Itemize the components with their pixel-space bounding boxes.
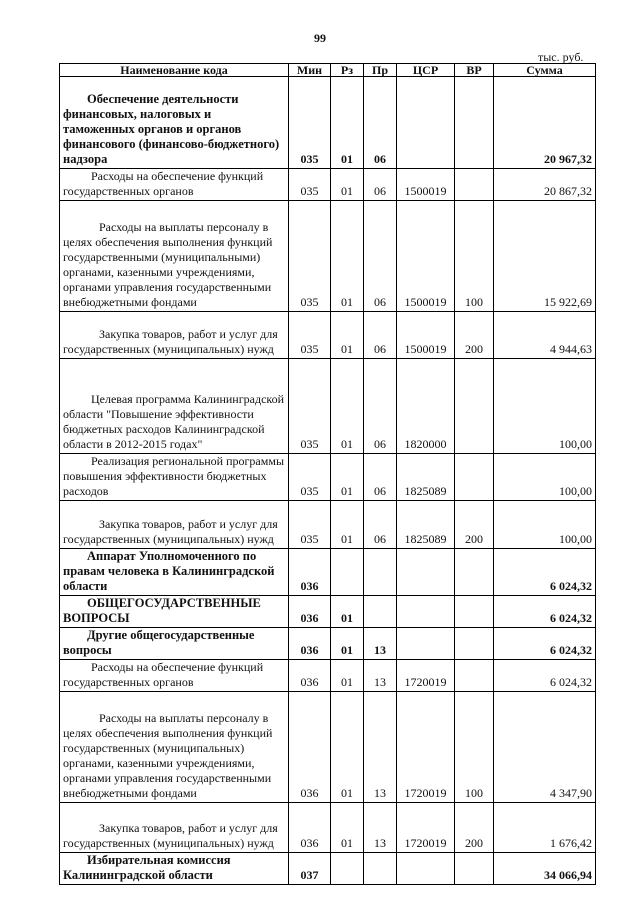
row-name: ОБЩЕГОСУДАРСТВЕННЫЕ ВОПРОСЫ [60, 596, 289, 628]
row-pr [364, 596, 397, 628]
table-row [60, 201, 596, 312]
row-name: Закупка товаров, работ и услуг для государственных (муниципальных) нужд [60, 312, 289, 359]
row-sum: 6 024,32 [494, 549, 596, 596]
table-row [60, 312, 596, 359]
row-csr [397, 853, 455, 885]
row-csr: 1500019 [397, 201, 455, 312]
row-rz: 01 [331, 312, 364, 359]
row-pr: 06 [364, 359, 397, 454]
row-name: Расходы на обеспечение функций государственных органов [60, 169, 289, 201]
table-row [60, 501, 596, 549]
row-name: Расходы на выплаты персоналу в целях обеспечения выполнения функций государственных (муниципальных) органами, казенными учреждениями, органами управления государственными внебюджетными фондами [60, 692, 289, 803]
row-min: 036 [289, 803, 331, 853]
row-rz: 01 [331, 803, 364, 853]
row-vr: 100 [455, 201, 494, 312]
table-row [60, 169, 596, 201]
row-min: 035 [289, 501, 331, 549]
row-vr [455, 549, 494, 596]
row-sum: 6 024,32 [494, 628, 596, 660]
row-sum: 100,00 [494, 359, 596, 454]
row-name: Целевая программа Калининградской области "Повышение эффективности бюджетных расходов Калининградской области в 2012-2015 годах" [60, 359, 289, 454]
row-rz: 01 [331, 628, 364, 660]
row-pr: 06 [364, 501, 397, 549]
row-vr [455, 77, 494, 169]
row-csr: 1825089 [397, 501, 455, 549]
row-name: Обеспечение деятельности финансовых, налоговых и таможенных органов и органов финансового (финансово-бюджетного) надзора [60, 77, 289, 169]
row-vr [455, 169, 494, 201]
header-pr: Пр [364, 64, 397, 77]
row-csr: 1720019 [397, 803, 455, 853]
row-rz: 01 [331, 454, 364, 501]
table-row [60, 692, 596, 803]
row-pr: 06 [364, 312, 397, 359]
row-csr [397, 549, 455, 596]
row-min: 035 [289, 201, 331, 312]
header-sum: Сумма [494, 64, 596, 77]
table-header-row [60, 64, 596, 77]
row-name: Другие общегосударственные вопросы [60, 628, 289, 660]
row-sum: 15 922,69 [494, 201, 596, 312]
row-pr: 06 [364, 77, 397, 169]
row-csr: 1500019 [397, 169, 455, 201]
row-sum: 4 347,90 [494, 692, 596, 803]
row-pr: 06 [364, 454, 397, 501]
row-min: 035 [289, 169, 331, 201]
row-sum: 6 024,32 [494, 596, 596, 628]
row-min: 036 [289, 692, 331, 803]
row-rz: 01 [331, 596, 364, 628]
row-name: Избирательная комиссия Калининградской области [60, 853, 289, 885]
row-rz: 01 [331, 201, 364, 312]
row-sum: 1 676,42 [494, 803, 596, 853]
row-csr [397, 596, 455, 628]
header-rz: Рз [331, 64, 364, 77]
row-sum: 20 867,32 [494, 169, 596, 201]
table-row [60, 77, 596, 169]
header-vr: ВР [455, 64, 494, 77]
row-min: 035 [289, 312, 331, 359]
row-sum: 20 967,32 [494, 77, 596, 169]
row-csr [397, 628, 455, 660]
row-sum: 100,00 [494, 501, 596, 549]
row-vr [455, 628, 494, 660]
row-sum: 100,00 [494, 454, 596, 501]
table-row [60, 660, 596, 692]
row-rz: 01 [331, 692, 364, 803]
row-min: 035 [289, 359, 331, 454]
row-rz: 01 [331, 501, 364, 549]
units-label: тыс. руб. [538, 50, 584, 64]
row-name: Закупка товаров, работ и услуг для государственных (муниципальных) нужд [60, 501, 289, 549]
row-vr [455, 454, 494, 501]
row-min: 036 [289, 660, 331, 692]
row-pr: 06 [364, 169, 397, 201]
row-pr: 13 [364, 660, 397, 692]
row-vr: 200 [455, 803, 494, 853]
row-vr [455, 359, 494, 454]
row-vr [455, 660, 494, 692]
row-rz: 01 [331, 169, 364, 201]
row-sum: 4 944,63 [494, 312, 596, 359]
row-min: 035 [289, 454, 331, 501]
table-row [60, 803, 596, 853]
row-min: 035 [289, 77, 331, 169]
row-csr [397, 77, 455, 169]
row-rz [331, 853, 364, 885]
row-vr: 100 [455, 692, 494, 803]
row-sum: 6 024,32 [494, 660, 596, 692]
row-vr [455, 596, 494, 628]
row-name: Аппарат Уполномоченного по правам человека в Калининградской области [60, 549, 289, 596]
table-row [60, 454, 596, 501]
row-name: Расходы на обеспечение функций государственных органов [60, 660, 289, 692]
row-pr: 13 [364, 803, 397, 853]
table-row [60, 549, 596, 596]
row-min: 036 [289, 628, 331, 660]
table-row [60, 596, 596, 628]
row-min: 037 [289, 853, 331, 885]
row-csr: 1825089 [397, 454, 455, 501]
row-min: 036 [289, 549, 331, 596]
row-name: Закупка товаров, работ и услуг для государственных (муниципальных) нужд [60, 803, 289, 853]
row-csr: 1720019 [397, 660, 455, 692]
header-min: Мин [289, 64, 331, 77]
row-vr: 200 [455, 312, 494, 359]
row-vr: 200 [455, 501, 494, 549]
table-row [60, 853, 596, 885]
row-name: Расходы на выплаты персоналу в целях обеспечения выполнения функций государственными (муниципальными) органами, казенными учреждениями, органами управления государственными внебюджетными фондами [60, 201, 289, 312]
page-number: 99 [314, 31, 326, 45]
row-name: Реализация региональной программы повышения эффективности бюджетных расходов [60, 454, 289, 501]
header-csr: ЦСР [397, 64, 455, 77]
row-rz: 01 [331, 77, 364, 169]
row-pr: 06 [364, 201, 397, 312]
row-pr [364, 549, 397, 596]
row-csr: 1720019 [397, 692, 455, 803]
row-rz [331, 549, 364, 596]
row-rz: 01 [331, 660, 364, 692]
row-pr [364, 853, 397, 885]
row-pr: 13 [364, 628, 397, 660]
budget-table [59, 63, 596, 885]
row-sum: 34 066,94 [494, 853, 596, 885]
row-csr: 1500019 [397, 312, 455, 359]
table-row [60, 359, 596, 454]
row-pr: 13 [364, 692, 397, 803]
row-rz: 01 [331, 359, 364, 454]
table-row [60, 628, 596, 660]
row-min: 036 [289, 596, 331, 628]
row-vr [455, 853, 494, 885]
header-name: Наименование кода [60, 64, 289, 77]
row-csr: 1820000 [397, 359, 455, 454]
